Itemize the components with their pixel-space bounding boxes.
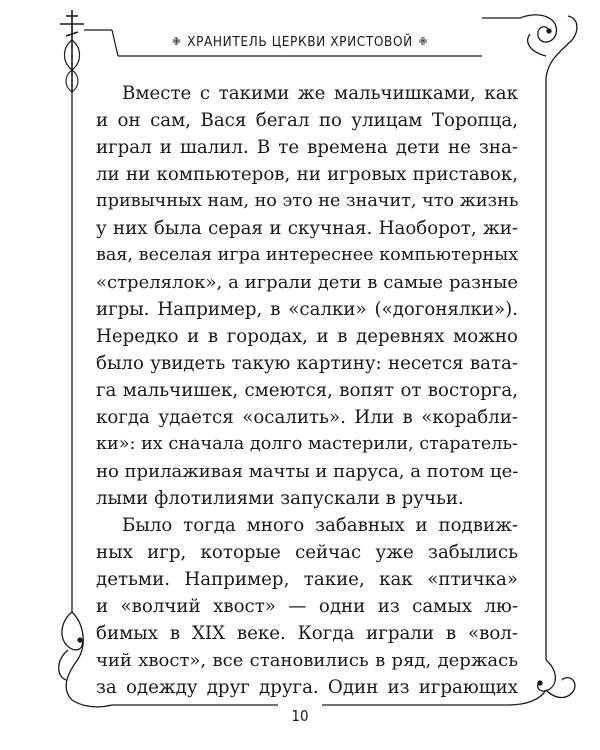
- text-line: Вместе с такими же мальчишками, как: [122, 83, 518, 104]
- text-line: и он сам, Вася бегал по улицам Торопца,: [96, 110, 518, 131]
- text-line: вая, веселая игра интереснее компьютерных: [96, 245, 519, 265]
- text-line: у них была серая и скучная. Наоборот, жи-: [96, 218, 518, 239]
- text-line: привычных нам, но это не значит, что жизнь: [96, 191, 519, 211]
- header-cross-right-icon: ✙: [418, 35, 428, 48]
- bottom-right-flourish-icon: [508, 660, 575, 705]
- text-line: когда удается «осалить». Или в «корабли-: [96, 407, 518, 428]
- text-line: га мальчишек, смеются, вопят от восторга,: [96, 380, 518, 401]
- text-line: но прилаживая мачты и паруса, а потом це-: [96, 461, 519, 482]
- body-text: [96, 80, 518, 701]
- text-line: за одежду друг друга. Один из играющих: [96, 677, 518, 698]
- paragraph: [96, 512, 518, 701]
- running-header: [0, 34, 600, 50]
- text-line: лыми флотилиями запускали в ручьи.: [96, 488, 464, 509]
- text-line: ных игр, которые сейчас уже забылись: [96, 542, 518, 563]
- text-line: чий хвост», все становились в ряд, держась: [96, 650, 518, 671]
- text-line: бимых в XIX веке. Когда играли в «вол-: [96, 623, 518, 644]
- text-line: Было тогда много забавных и подвиж-: [122, 515, 518, 536]
- text-line: Нередко и в городах, и в деревнях можно: [96, 326, 518, 347]
- text-line: ли ни компьютеров, ни игровых приставок,: [96, 164, 518, 185]
- text-line: играл и шалил. В те времена дети не зна-: [96, 137, 518, 158]
- text-line: детьми. Например, такие, как «птичка»: [96, 569, 518, 590]
- page-number: 10: [291, 707, 309, 725]
- running-header-title: ХРАНИТЕЛЬ ЦЕРКВИ ХРИСТОВОЙ: [187, 34, 413, 50]
- header-cross-left-icon: ✙: [172, 35, 182, 48]
- text-line: и «волчий хвост» — одни из самых лю-: [96, 596, 518, 617]
- text-line: игры. Например, в «салки» («догонялки»).: [96, 299, 518, 320]
- text-line: «стрелялок», а играли дети в самые разные: [96, 272, 518, 293]
- paragraph: [96, 80, 518, 512]
- text-line: ки»: их сначала долго мастерили, старатель-: [96, 434, 518, 454]
- text-line: было увидеть такую картину: несется вата-: [96, 353, 518, 374]
